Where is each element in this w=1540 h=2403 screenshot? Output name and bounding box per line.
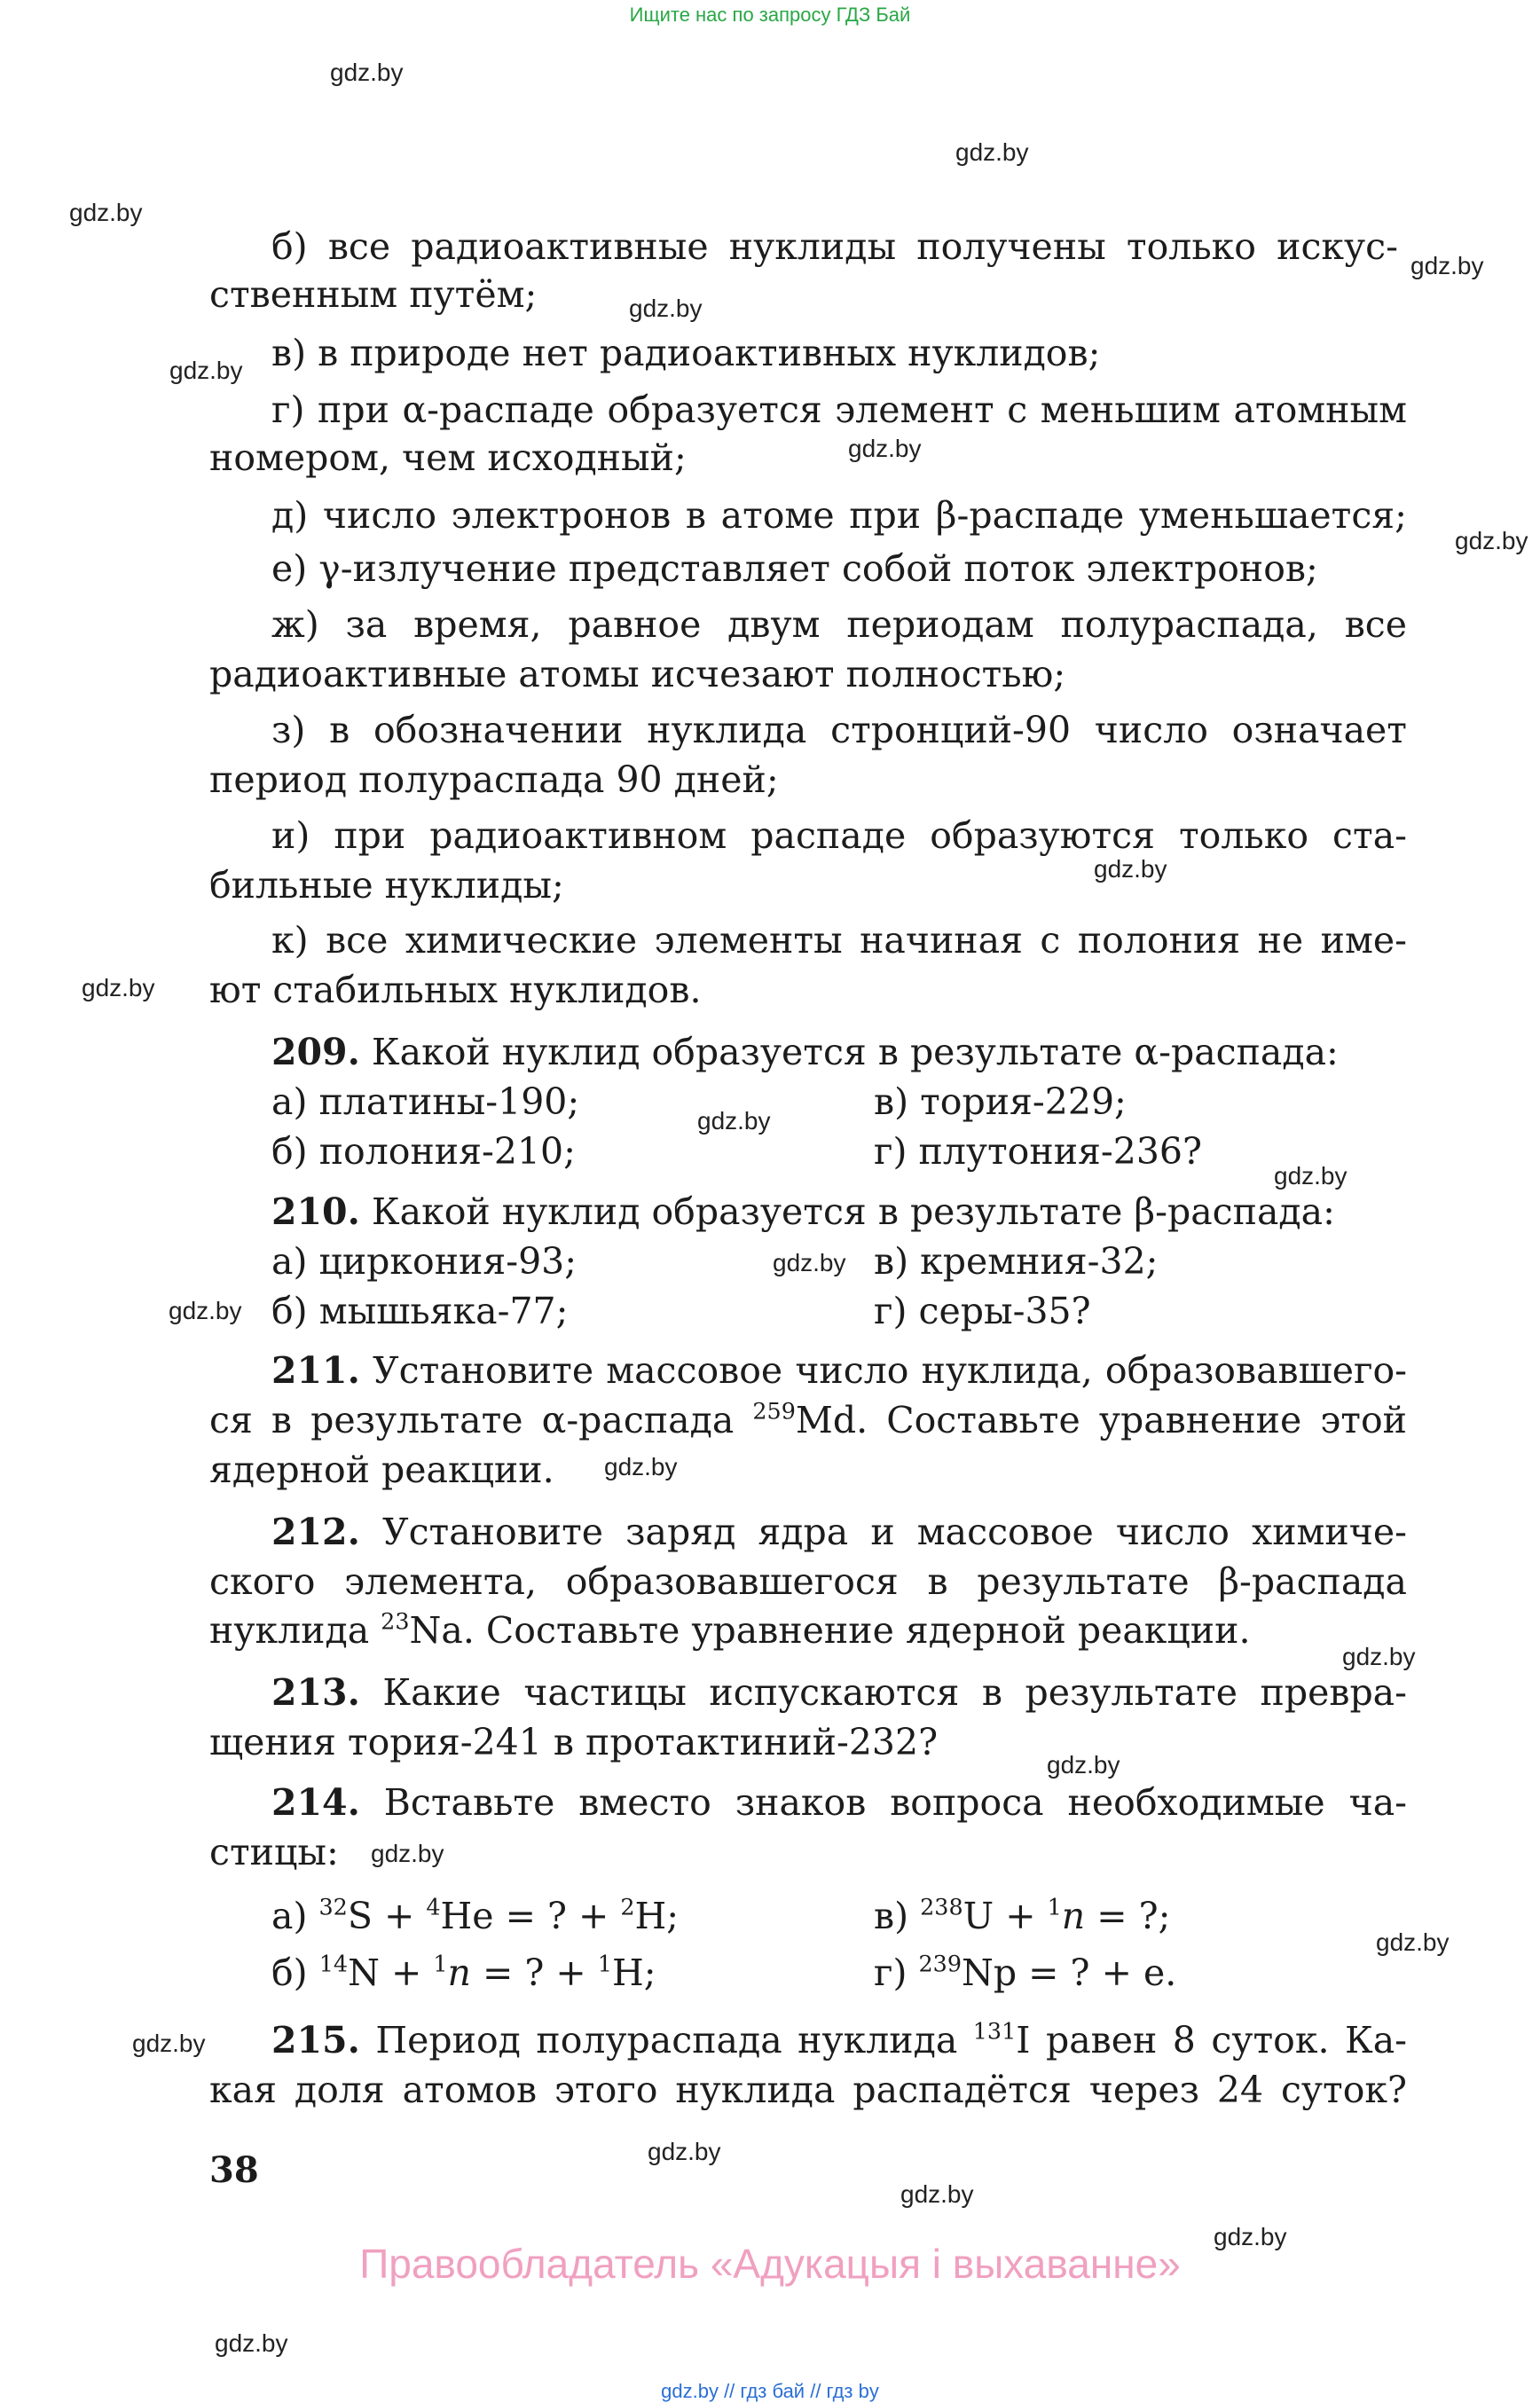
task-text: Какие частицы испускаются в результате превра-: [382, 1671, 1407, 1714]
text-segment: г): [874, 1951, 919, 1994]
text-segment: = ?;: [1085, 1895, 1171, 1937]
task-214-line: [271, 1781, 1407, 1824]
text-segment: I равен 8 суток. Ка-: [1016, 2019, 1407, 2061]
equation: [271, 1893, 680, 1937]
task-210-heading: [271, 1190, 1335, 1233]
task-number: 209.: [271, 1031, 360, 1073]
superscript: 239: [918, 1950, 962, 1977]
bottom-links[interactable]: gdz.by // гдз бай // гдз by: [661, 2380, 879, 2402]
text-segment: H;: [611, 1951, 656, 1994]
option: в) кремния-32;: [874, 1240, 1159, 1283]
text-line: период полураспада 90 дней;: [209, 758, 779, 801]
task-number: 215.: [271, 2019, 360, 2061]
text-segment: нуклида: [209, 1609, 381, 1652]
text-line: б) все радиоактивные нуклиды получены только искус-: [271, 225, 1398, 268]
watermark: gdz.by: [773, 1249, 846, 1276]
text-segment: = ? +: [470, 1951, 598, 1994]
task-211-line: ядерной реакции.: [209, 1449, 554, 1491]
text-segment: n: [1061, 1895, 1086, 1937]
task-number: 211.: [271, 1349, 360, 1392]
text-segment: He = ? +: [440, 1895, 621, 1937]
task-text: Установите заряд ядра и массовое число химиче-: [381, 1511, 1407, 1553]
text-segment: Период полураспада нуклида: [375, 2019, 973, 2061]
superscript: 32: [318, 1893, 348, 1920]
text-line: г) при α-распаде образуется элемент с меньшим атомным: [271, 389, 1407, 431]
task-text: Какой нуклид образуется в результате β-распада:: [371, 1190, 1335, 1233]
text-line: к) все химические элементы начиная с полония не име-: [271, 919, 1407, 962]
task-number: 212.: [271, 1511, 360, 1553]
watermark: gdz.by: [848, 435, 922, 462]
task-text: Установите массовое число нуклида, образовавшего-: [373, 1349, 1407, 1392]
task-215-line: кая доля атомов этого нуклида распадётся через 24 суток?: [209, 2069, 1407, 2111]
task-text: Какой нуклид образуется в результате α-распада:: [371, 1031, 1339, 1073]
watermark: gdz.by: [648, 2138, 721, 2165]
task-212-line: [209, 1607, 1251, 1652]
task-212-line: ского элемента, образовавшегося в результате β-распада: [209, 1560, 1407, 1603]
superscript: 238: [920, 1893, 963, 1920]
text-segment: n: [447, 1951, 471, 1994]
superscript: 2: [620, 1893, 635, 1920]
text-segment: S +: [347, 1895, 427, 1937]
option: б) мышьяка-77;: [271, 1290, 569, 1332]
watermark: gdz.by: [69, 199, 143, 226]
task-number: 213.: [271, 1671, 360, 1714]
text-segment: а): [271, 1895, 319, 1937]
text-segment: Np = ? + e.: [962, 1951, 1177, 1994]
text-segment: в): [874, 1895, 921, 1937]
option: б) полония-210;: [271, 1130, 576, 1173]
watermark: gdz.by: [1047, 1751, 1120, 1779]
task-number: 210.: [271, 1190, 360, 1233]
task-209-heading: [271, 1031, 1339, 1073]
task-215-line: [271, 2017, 1407, 2061]
watermark: gdz.by: [1094, 855, 1167, 883]
watermark: gdz.by: [900, 2180, 974, 2208]
watermark: gdz.by: [132, 2030, 206, 2057]
superscript: 23: [381, 1607, 410, 1635]
option: г) серы-35?: [874, 1290, 1091, 1332]
text-line: е) γ-излучение представляет собой поток электронов;: [271, 547, 1318, 590]
watermark: gdz.by: [1376, 1928, 1450, 1956]
text-line: ют стабильных нуклидов.: [209, 969, 702, 1011]
text-line: з) в обозначении нуклида стронций-90 число означает: [271, 709, 1407, 751]
text-segment: N +: [348, 1951, 434, 1994]
text-line: радиоактивные атомы исчезают полностью;: [209, 653, 1066, 695]
watermark: gdz.by: [604, 1453, 678, 1480]
watermark: gdz.by: [169, 1297, 242, 1324]
task-214-line: стицы:: [209, 1831, 339, 1873]
task-211-line: [209, 1397, 1407, 1441]
watermark: gdz.by: [955, 138, 1029, 166]
text-segment: Na. Составьте уравнение ядерной реакции.: [409, 1609, 1251, 1652]
superscript: 4: [426, 1893, 441, 1920]
text-line: бильные нуклиды;: [209, 864, 564, 907]
text-line: ж) за время, равное двум периодам полураспада, все: [271, 603, 1407, 646]
text-line: д) число электронов в атоме при β-распаде уменьшается;: [271, 494, 1407, 537]
watermark: gdz.by: [169, 357, 243, 384]
task-number: 214.: [271, 1781, 360, 1824]
text-line: в) в природе нет радиоактивных нуклидов;: [271, 332, 1101, 374]
task-213-line: щения тория-241 в протактиний-232?: [209, 1721, 939, 1763]
watermark: gdz.by: [82, 974, 155, 1001]
watermark: gdz.by: [1214, 2223, 1287, 2250]
watermark: gdz.by: [371, 1840, 444, 1867]
watermark: gdz.by: [330, 59, 404, 86]
top-banner: Ищите нас по запросу ГДЗ Бай: [629, 4, 911, 26]
text-segment: U +: [962, 1895, 1048, 1937]
copyright-holder: Правообладатель «Адукацыя і выхаванне»: [359, 2241, 1181, 2287]
superscript: 259: [752, 1397, 796, 1425]
watermark: gdz.by: [215, 2329, 288, 2357]
equation: [874, 1950, 1177, 1994]
watermark: gdz.by: [697, 1107, 771, 1135]
option: а) циркония-93;: [271, 1240, 578, 1283]
watermark: gdz.by: [1410, 252, 1484, 279]
text-line: ственным путём;: [209, 273, 538, 316]
superscript: 1: [433, 1950, 448, 1977]
option: в) тория-229;: [874, 1080, 1127, 1123]
watermark: gdz.by: [1455, 527, 1528, 554]
text-segment: ся в результате α-распада: [209, 1399, 753, 1441]
task-text: Вставьте вместо знаков вопроса необходимые ча-: [383, 1781, 1407, 1824]
superscript: 1: [1047, 1893, 1062, 1920]
page-number: 38: [209, 2149, 259, 2191]
text-segment: H;: [634, 1895, 680, 1937]
task-213-line: [271, 1671, 1407, 1714]
task-212-line: [271, 1511, 1407, 1553]
option: г) плутония-236?: [874, 1130, 1202, 1173]
task-211-line: [271, 1349, 1407, 1392]
watermark: gdz.by: [629, 294, 703, 322]
watermark: gdz.by: [1342, 1643, 1416, 1670]
text-segment: Md. Составьте уравнение этой: [795, 1399, 1407, 1441]
text-line: номером, чем исходный;: [209, 436, 687, 479]
option: а) платины-190;: [271, 1080, 580, 1123]
superscript: 131: [972, 2017, 1017, 2045]
superscript: 1: [597, 1950, 612, 1977]
text-line: и) при радиоактивном распаде образуются только ста-: [271, 814, 1407, 857]
equation: [271, 1950, 656, 1994]
text-segment: б): [271, 1951, 319, 1994]
equation: [874, 1893, 1171, 1937]
superscript: 14: [318, 1950, 349, 1977]
watermark: gdz.by: [1274, 1162, 1348, 1190]
